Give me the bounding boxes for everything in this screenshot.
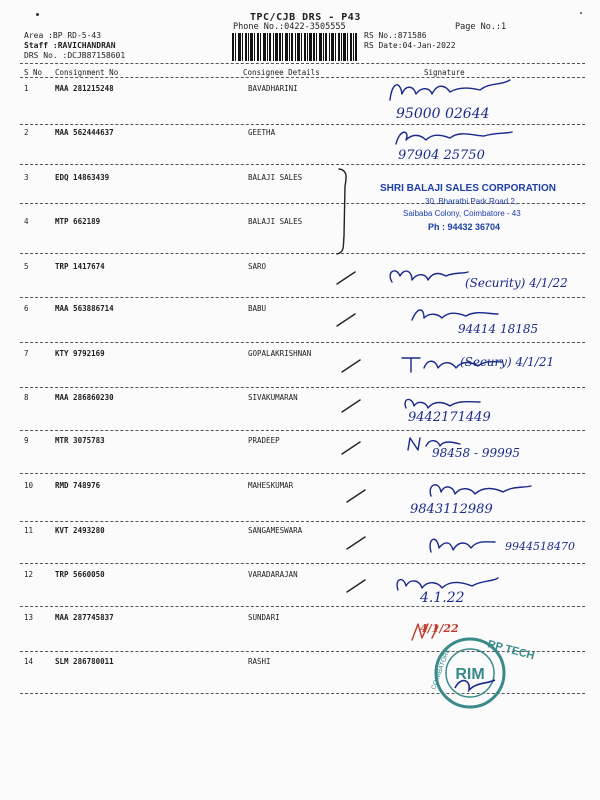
row-divider <box>20 606 585 607</box>
signature-phone: 94414 18185 <box>458 322 539 336</box>
row-sno: 11 <box>24 526 34 535</box>
tick-mark <box>340 398 362 414</box>
rs-number: RS No.:871586 <box>364 31 427 40</box>
signature-note: (Secury) 4/1/21 <box>460 355 555 369</box>
row-consignment: MTR 3075783 <box>55 436 105 445</box>
staff-label: Staff :RAVICHANDRAN <box>24 41 116 50</box>
company-seal <box>425 630 536 712</box>
row-consignee: SIVAKUMARAN <box>248 393 298 402</box>
row-consignee: GEETHA <box>248 128 276 137</box>
row-sno: 9 <box>24 436 29 445</box>
row-sno: 12 <box>24 570 34 579</box>
stamp-company-name: SHRI BALAJI SALES CORPORATION <box>380 183 556 194</box>
signature-phone: 97904 25750 <box>398 148 485 163</box>
row-divider <box>20 387 585 388</box>
seal-left-text: COIMBATORE <box>430 647 452 691</box>
signature-phone: 9944518470 <box>505 540 575 553</box>
row-consignee: BALAJI SALES <box>248 217 303 226</box>
row-consignment: MAA 562444637 <box>55 128 114 137</box>
row-consignee: MAHESKUMAR <box>248 481 294 490</box>
bracket-mark <box>333 166 353 256</box>
row-divider <box>20 521 585 522</box>
col-consignee: Consignee Details <box>243 68 320 77</box>
red-initials: 4/1/22 <box>420 622 459 635</box>
signature-scribble <box>425 478 535 504</box>
tick-mark <box>345 488 367 504</box>
signature-note: (Security) 4/1/22 <box>465 276 568 290</box>
row-divider <box>20 253 585 254</box>
row-consignee: GOPALAKRISHNAN <box>248 349 312 358</box>
row-divider <box>20 473 585 474</box>
tick-mark <box>340 440 362 456</box>
row-divider <box>20 430 585 431</box>
row-consignment: MTP 662189 <box>55 217 101 226</box>
scan-speck <box>36 13 39 16</box>
row-consignee: RASHI <box>248 657 271 666</box>
row-sno: 8 <box>24 393 29 402</box>
area-label: Area :BP RD-5-43 <box>24 31 102 40</box>
row-sno: 6 <box>24 304 29 313</box>
header-phone: Phone No.:0422-3505555 <box>233 22 346 32</box>
row-consignment: KTY 9792169 <box>55 349 105 358</box>
drs-number: DRS No. :DCJB87158601 <box>24 51 126 60</box>
row-consignment: MAA 281215248 <box>55 84 114 93</box>
signature-phone: 9843112989 <box>410 502 493 517</box>
tick-mark <box>335 312 357 328</box>
row-divider <box>20 297 585 298</box>
row-consignee: SANGAMESWARA <box>248 526 303 535</box>
row-consignee: VARADARAJAN <box>248 570 298 579</box>
tick-mark <box>340 358 362 374</box>
row-sno: 2 <box>24 128 29 137</box>
stamp-phone: Ph : 94432 36704 <box>428 222 501 232</box>
col-sno: S No <box>24 68 43 77</box>
signature-scribble <box>388 124 528 150</box>
signature-scribble <box>425 532 505 558</box>
signature-phone: 9442171449 <box>408 410 491 425</box>
tick-mark <box>335 270 357 286</box>
signature-date: 4.1.22 <box>420 590 465 606</box>
row-consignee: SUNDARI <box>248 613 280 622</box>
row-consignment: TRP 1417674 <box>55 262 105 271</box>
row-consignment: TRP 5660050 <box>55 570 105 579</box>
document-title: TPC/CJB DRS - P43 <box>250 12 361 23</box>
row-consignment: EDQ 14863439 <box>55 173 110 182</box>
row-divider <box>20 164 585 165</box>
header-rule <box>20 63 585 64</box>
row-consignment: MAA 286860230 <box>55 393 114 402</box>
rs-date: RS Date:04-Jan-2022 <box>364 41 456 50</box>
page-number: Page No.:1 <box>455 22 507 32</box>
col-signature: Signature <box>424 68 465 77</box>
signature-phone: 98458 - 99995 <box>432 446 521 460</box>
row-sno: 4 <box>24 217 29 226</box>
row-divider <box>20 563 585 564</box>
tick-mark <box>345 578 367 594</box>
scan-speck <box>580 12 582 14</box>
row-consignment: KVT 2493280 <box>55 526 105 535</box>
tick-mark <box>345 535 367 551</box>
row-consignee: BAVADHARINI <box>248 84 298 93</box>
row-sno: 1 <box>24 84 29 93</box>
row-consignment: SLM 286780011 <box>55 657 114 666</box>
signature-scribble <box>382 262 472 292</box>
company-stamp <box>355 180 556 240</box>
row-sno: 10 <box>24 481 34 490</box>
row-sno: 7 <box>24 349 29 358</box>
col-consignment: Consignment No <box>55 68 119 77</box>
seal-center-text: RIM <box>455 666 485 683</box>
signature-phone: 95000 02644 <box>396 106 490 122</box>
row-consignee: BABU <box>248 304 267 313</box>
row-consignment: RMD 748976 <box>55 481 101 490</box>
row-sno: 14 <box>24 657 34 666</box>
row-consignee: BALAJI SALES <box>248 173 303 182</box>
row-sno: 13 <box>24 613 34 622</box>
barcode <box>232 33 357 61</box>
row-consignee: PRADEEP <box>248 436 280 445</box>
seal-outer-text: RP TECH <box>486 638 536 663</box>
stamp-address-line2: Saibaba Colony, Coimbatore - 43 <box>403 209 521 218</box>
row-divider <box>20 342 585 343</box>
row-sno: 5 <box>24 262 29 271</box>
row-consignment: MAA 287745837 <box>55 613 114 622</box>
row-consignee: SARO <box>248 262 267 271</box>
row-sno: 3 <box>24 173 29 182</box>
stamp-address-line1: 30, Bharathi Park Road 2, <box>425 197 518 206</box>
row-consignment: MAA 563886714 <box>55 304 114 313</box>
